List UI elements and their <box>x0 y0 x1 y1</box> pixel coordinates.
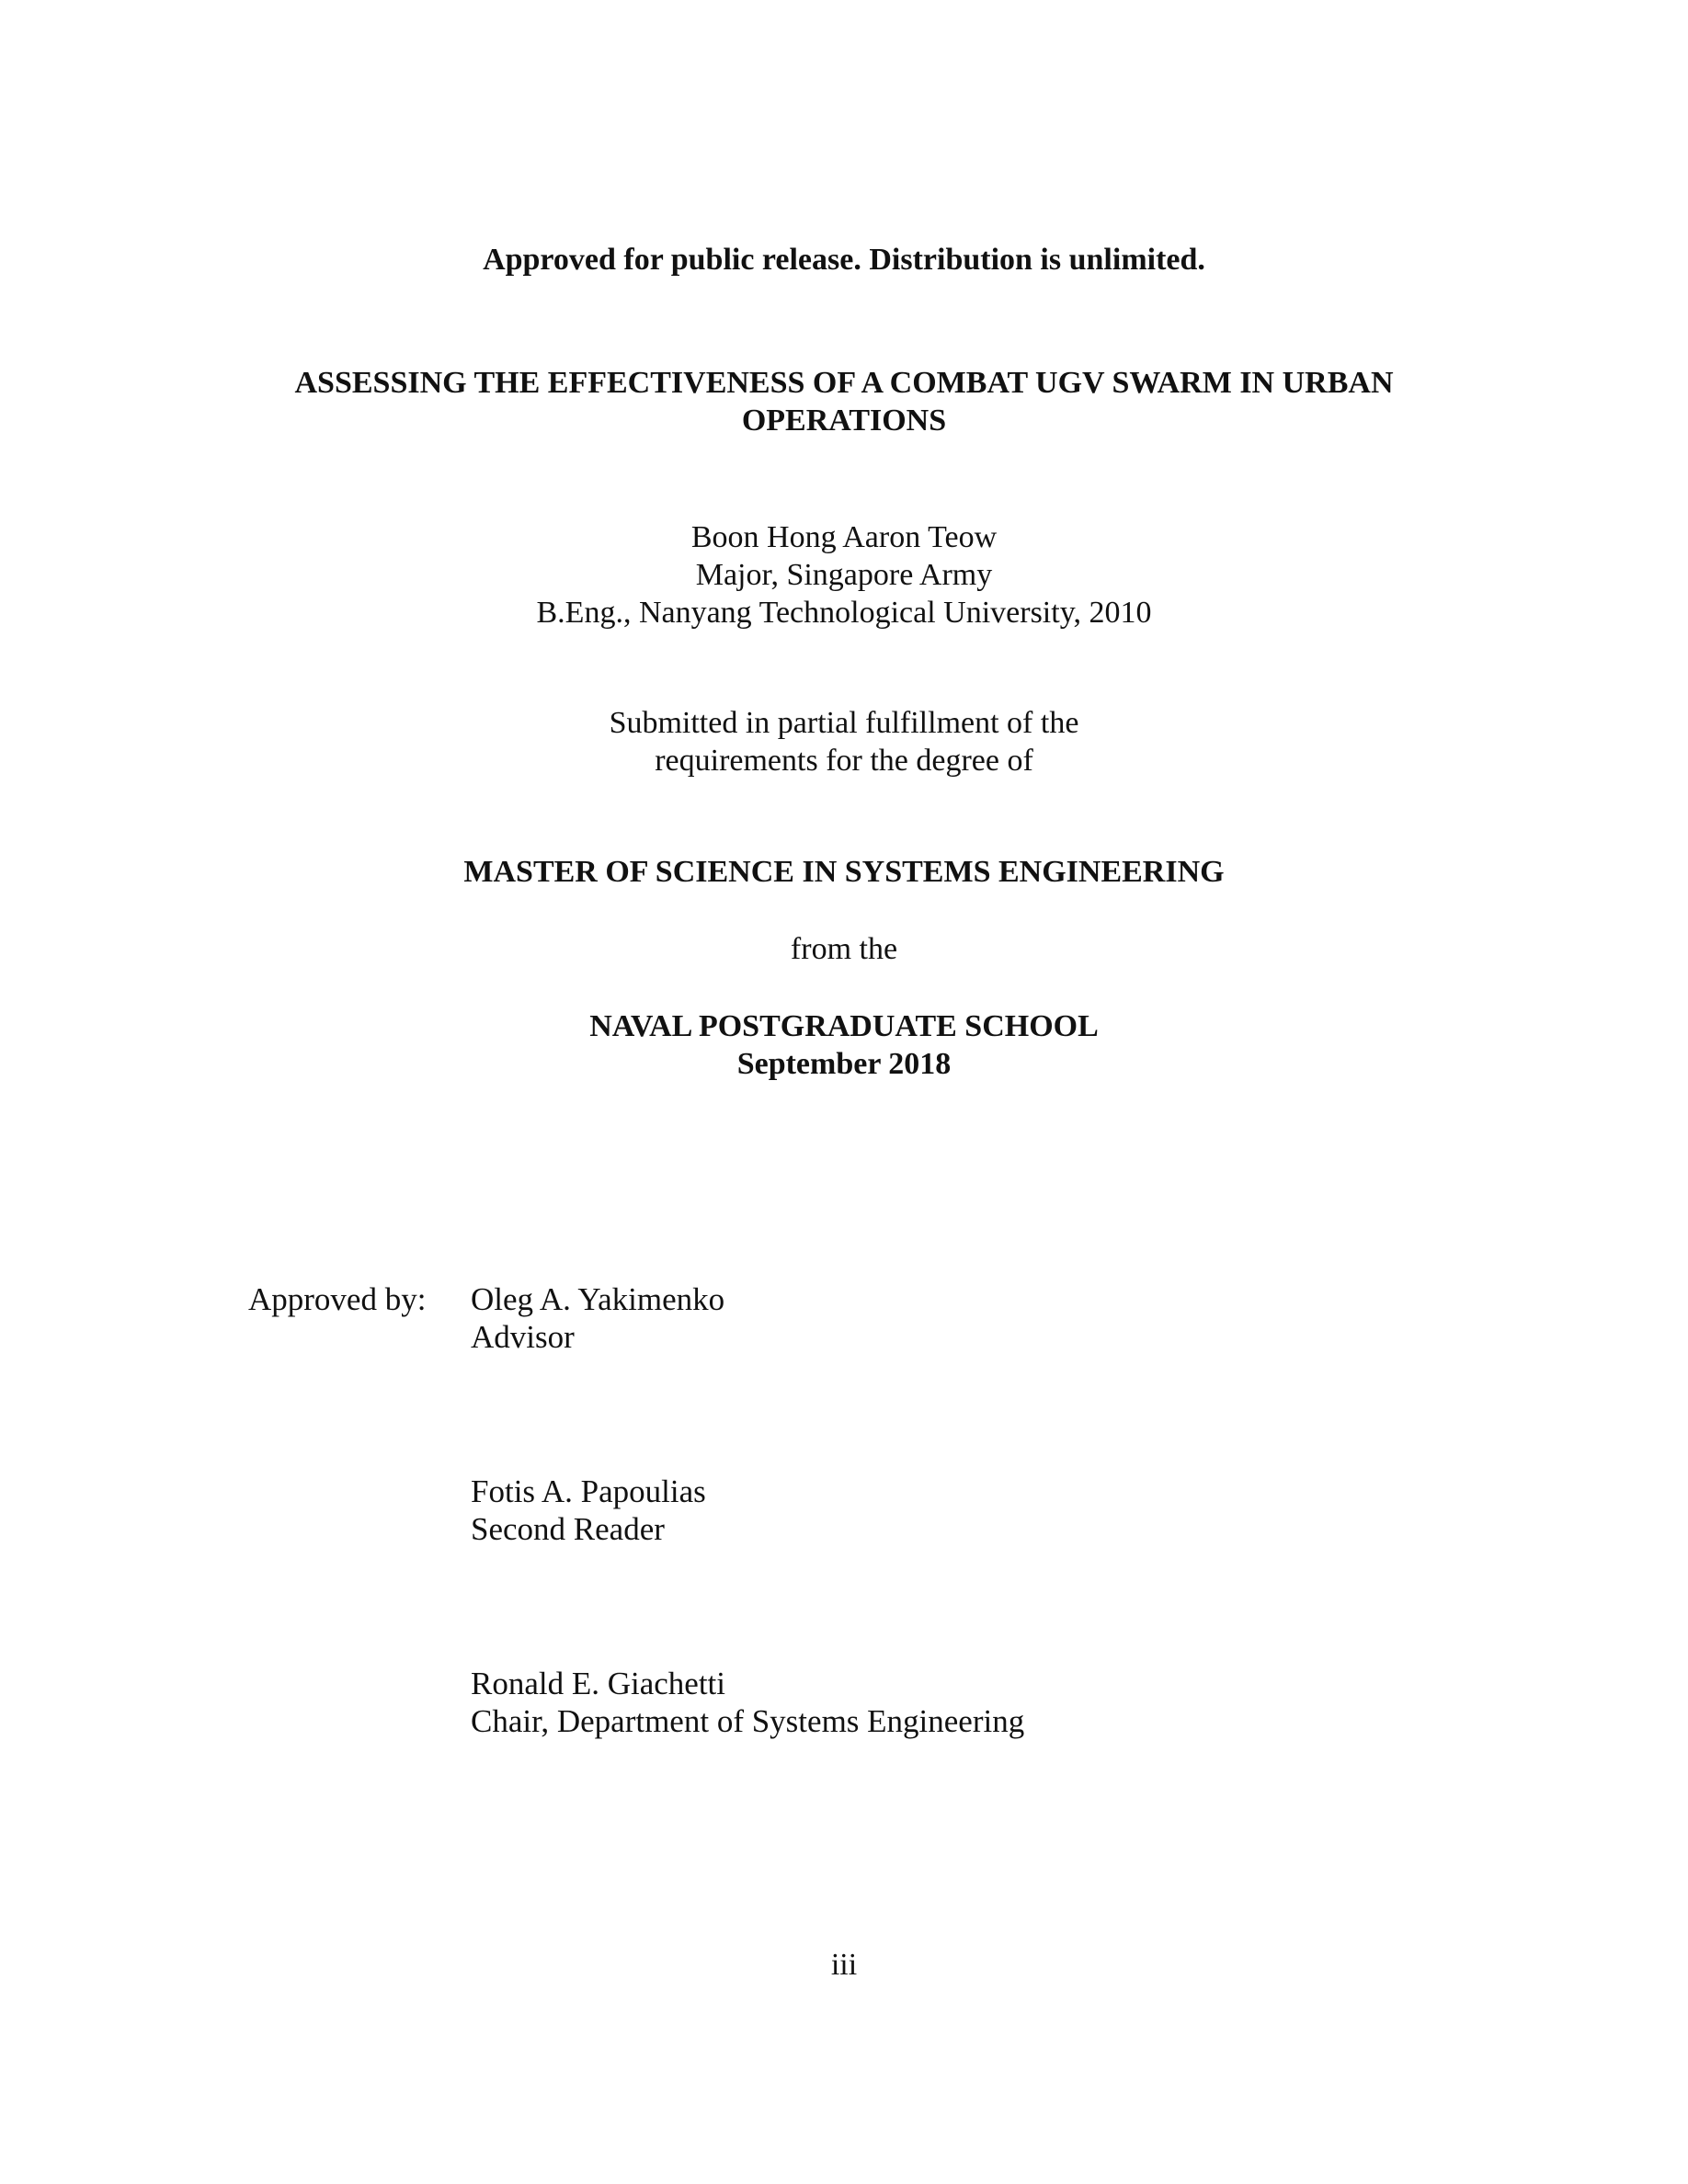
signer-2-name: Fotis A. Papoulias <box>471 1473 706 1509</box>
from-the: from the <box>790 932 898 966</box>
release-statement: Approved for public release. Distribution is unlimited. <box>483 243 1205 277</box>
signer-1-name: Oleg A. Yakimenko <box>471 1281 725 1317</box>
signer-3-role: Chair, Department of Systems Engineering <box>471 1703 1025 1739</box>
approved-by-label: Approved by: <box>248 1281 427 1317</box>
submission-date: September 2018 <box>736 1047 952 1081</box>
thesis-title-line-2: OPERATIONS <box>741 404 947 438</box>
page-number: iii <box>830 1948 858 1982</box>
author-name: Boon Hong Aaron Teow <box>690 520 998 554</box>
degree-title: MASTER OF SCIENCE IN SYSTEMS ENGINEERING <box>463 855 1225 889</box>
signer-1-role: Advisor <box>471 1319 575 1355</box>
signer-3-name: Ronald E. Giachetti <box>471 1666 726 1701</box>
thesis-title-line-1: ASSESSING THE EFFECTIVENESS OF A COMBAT UGV SWARM IN URBAN <box>294 366 1394 400</box>
submission-line-2: requirements for the degree of <box>655 744 1033 778</box>
submission-line-1: Submitted in partial fulfillment of the <box>609 706 1079 740</box>
signer-2-role: Second Reader <box>471 1511 665 1547</box>
institution-name: NAVAL POSTGRADUATE SCHOOL <box>589 1009 1099 1043</box>
author-degree: B.Eng., Nanyang Technological University, 2010 <box>536 596 1152 630</box>
author-rank: Major, Singapore Army <box>695 558 993 592</box>
